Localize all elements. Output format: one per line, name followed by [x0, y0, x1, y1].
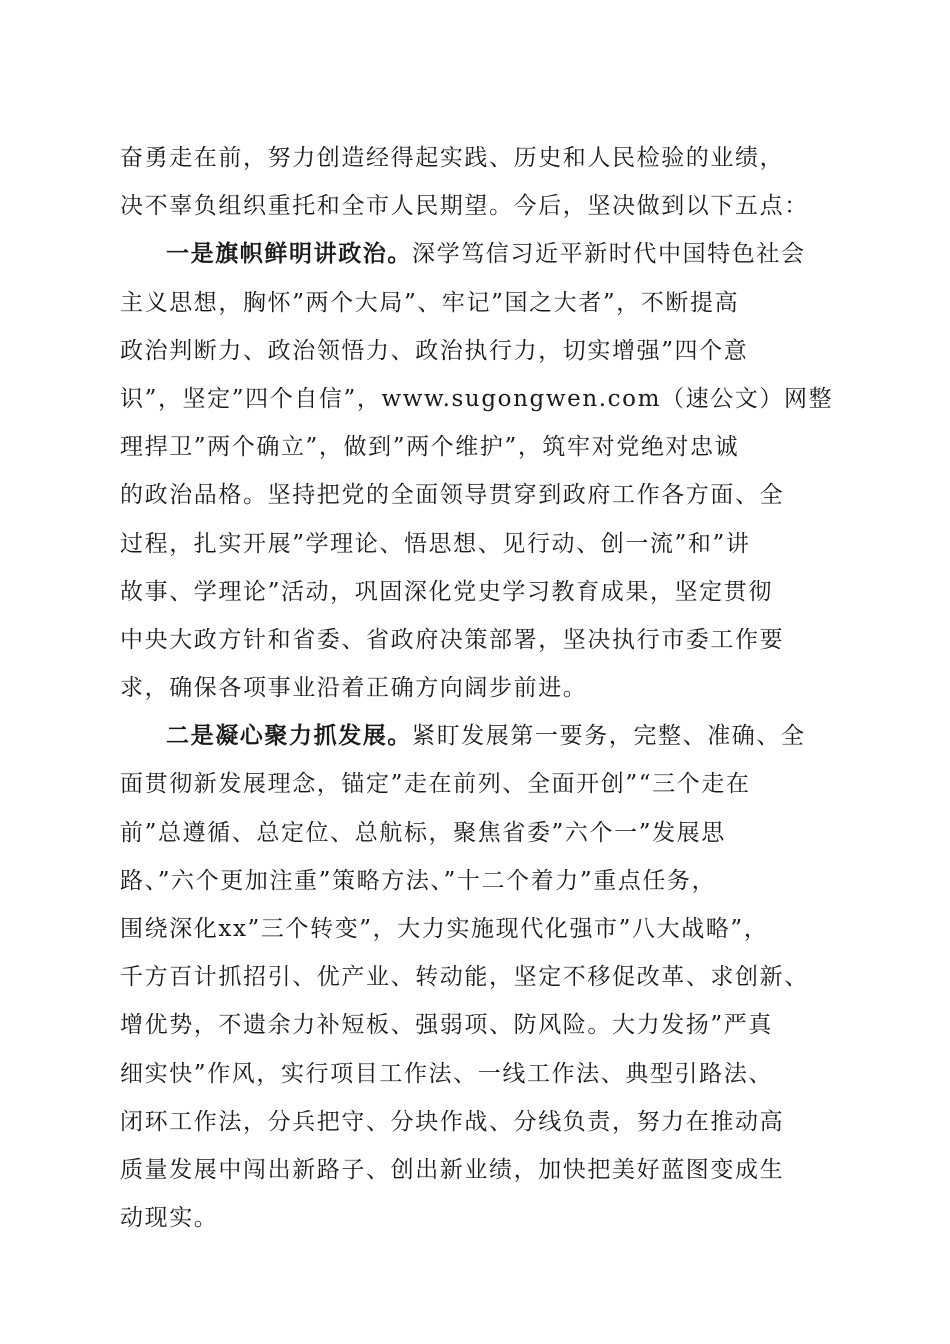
document-body [120, 134, 840, 1242]
section2-line: 闭环工作法，分兵把守、分块作战、分线负责，努力在推动高 [120, 1108, 785, 1135]
section1-first-line [120, 230, 840, 278]
section1-line: 故事、学理论”活动，巩固深化党史学习教育成果，坚定贯彻 [120, 578, 773, 605]
section2-line: 质量发展中闯出新路子、创出新业绩，加快把美好蓝图变成生 [120, 1156, 785, 1183]
section2-line: 千方百计抓招引、优产业、转动能，坚定不移促改革、求创新、 [120, 964, 809, 991]
section1-line: 主义思想，胸怀”两个大局”、牢记”国之大者”，不断提高 [120, 289, 740, 316]
section2-lead: 二是凝心聚力抓发展。 [166, 722, 412, 750]
section2-line: 增优势，不遗余力补短板、强弱项、防风险。大力发扬”严真 [120, 1012, 773, 1039]
section1-lead: 一是旗帜鲜明讲政治。 [166, 240, 412, 268]
section1-line: 识”，坚定”四个自信”，www.sugongwen.com（速公文）网整 [120, 385, 834, 412]
section2-line: 面贯彻新发展理念，锚定”走在前列、全面开创”“三个走在 [120, 771, 751, 798]
section1-line: 的政治品格。坚持把党的全面领导贯穿到政府工作各方面、全 [120, 482, 785, 509]
section2-line: 路、”六个更加注重”策略方法、”十二个着力”重点任务， [120, 867, 717, 894]
section2-line: 围绕深化xx”三个转变”，大力实施现代化强市”八大战略”， [120, 916, 769, 942]
section2-line: 前”总遵循、总定位、总航标，聚焦省委”六个一”发展思 [120, 819, 726, 846]
intro-line: 决不辜负组织重托和全市人民期望。今后，坚决做到以下五点： [120, 193, 809, 220]
section1-line: 过程，扎实开展”学理论、悟思想、见行动、创一流”和”讲 [120, 530, 751, 557]
section2-line: 动现实。 [120, 1205, 219, 1232]
section1-line: 中央大政方针和省委、省政府决策部署，坚决执行市委工作要 [120, 626, 785, 653]
section2-first-line [120, 712, 840, 760]
section1-line: 理捍卫”两个确立”，做到”两个维护”，筑牢对党绝对忠诚 [120, 434, 740, 461]
section1-line: 政治判断力、政治领悟力、政治执行力，切实增强”四个意 [120, 337, 749, 364]
section1-first-line-text: 深学笃信习近平新时代中国特色社会 [412, 241, 806, 268]
section1-line: 求，确保各项事业沿着正确方向阔步前进。 [120, 675, 588, 702]
intro-line: 奋勇走在前，努力创造经得起实践、历史和人民检验的业绩， [120, 145, 785, 171]
section2-line: 细实快”作风，实行项目工作法、一线工作法、典型引路法、 [120, 1060, 773, 1087]
section2-first-line-text: 紧盯发展第一要务，完整、准确、全 [412, 723, 806, 750]
